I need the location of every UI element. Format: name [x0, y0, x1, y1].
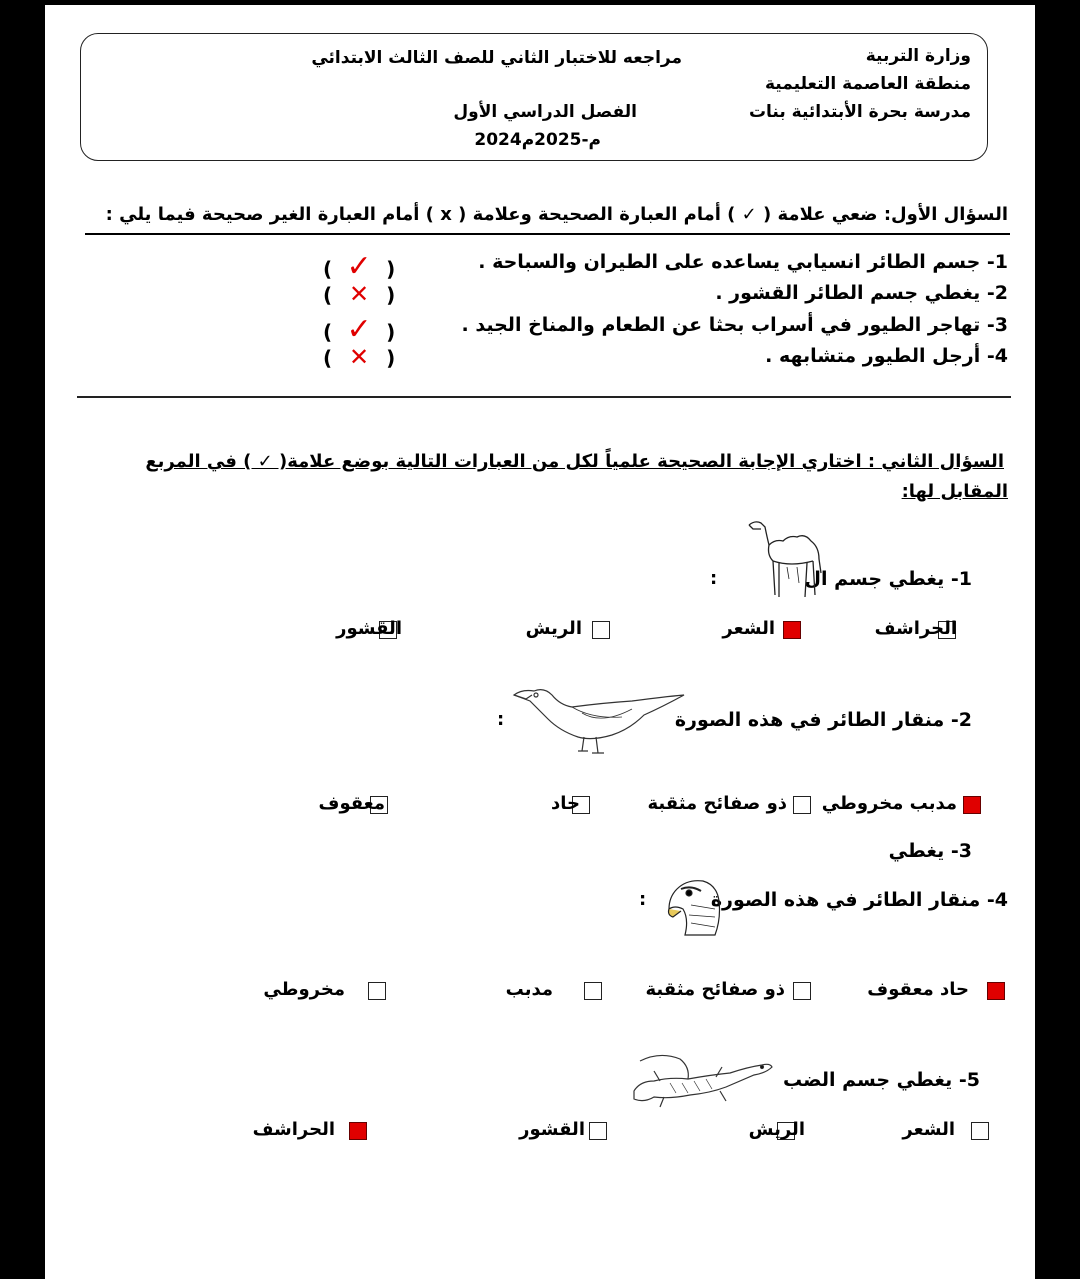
option-checkbox-checked[interactable] — [987, 982, 1005, 1000]
option-checkbox-checked[interactable] — [783, 621, 801, 639]
q1-answer-mark: ( ✓ ) — [323, 249, 396, 284]
option-label: حاد معقوف — [867, 979, 969, 1000]
q1-statement: 2- يغطي جسم الطائر القشور . — [715, 282, 1008, 304]
option-label: مدبب مخروطي — [821, 793, 957, 814]
option-label: مخروطي — [263, 979, 345, 1000]
q1-statement: 3- تهاجر الطيور في أسراب بحثا عن الطعام والمناخ الجيد . — [461, 314, 1008, 336]
option-checkbox[interactable] — [368, 982, 386, 1000]
camel-image — [747, 517, 827, 599]
school-name: مدرسة بحرة الأبتدائية بنات — [748, 102, 971, 122]
q1-statement: 1- جسم الطائر انسيابي يساعده على الطيران والسباحة . — [478, 251, 1008, 273]
header-box — [80, 33, 988, 161]
q1-statement: 4- أرجل الطيور متشابهه . — [765, 345, 1008, 367]
q2-title-line1: السؤال الثاني : اختاري الإجابة الصحيحة علمياً لكل من العبارات التالية بوضع علامة( ✓ ) في المربع — [145, 451, 1004, 472]
option-label: ذو صفائح مثقبة — [645, 979, 785, 1000]
option-label: حاد — [551, 793, 580, 814]
q2-question: 4- منقار الطائر في هذه الصورة — [710, 889, 1008, 911]
option-label: الحراشف — [252, 1119, 335, 1140]
q1-answer-mark: ( ✓ ) — [323, 312, 396, 347]
q2-title-line2: المقابل لها: — [901, 481, 1008, 502]
option-checkbox-checked[interactable] — [963, 796, 981, 814]
q2-question: 3- يغطي — [888, 840, 972, 862]
option-label: الشعر — [722, 618, 775, 639]
bird-image — [512, 679, 687, 761]
option-label: الريش — [525, 618, 582, 639]
q2-question: 1- يغطي جسم ال — [804, 568, 972, 590]
district-name: منطقة العاصمة التعليمية — [764, 74, 971, 94]
q2-question: 5- يغطي جسم الضب — [783, 1069, 980, 1091]
option-checkbox[interactable] — [793, 982, 811, 1000]
option-checkbox[interactable] — [589, 1122, 607, 1140]
semester-label: الفصل الدراسي الأول — [453, 102, 637, 122]
option-label: الشعر — [902, 1119, 955, 1140]
q1-title-underline — [85, 233, 1010, 235]
option-checkbox[interactable] — [971, 1122, 989, 1140]
ministry-name: وزارة التربية — [865, 46, 971, 66]
option-label: القشور — [336, 618, 402, 639]
option-label: الريش — [748, 1119, 805, 1140]
option-checkbox-checked[interactable] — [349, 1122, 367, 1140]
q1-answer-mark: ( ✕ ) — [323, 343, 396, 371]
q1-answer-mark: ( ✕ ) — [323, 280, 396, 308]
q1-title: السؤال الأول: ضعي علامة ( ✓ ) أمام العبارة الصحيحة وعلامة ( x ) أمام العبارة الغير صحيحة فيما يلي : — [105, 204, 1008, 225]
option-label: القشور — [519, 1119, 585, 1140]
x-mark-icon: ✕ — [349, 280, 370, 308]
q2-question-colon: : — [639, 889, 647, 910]
school-year: 2024م-2025م — [474, 130, 601, 150]
option-label: الحراشف — [874, 618, 957, 639]
option-label: معقوف — [318, 793, 385, 814]
option-label: ذو صفائح مثقبة — [647, 793, 787, 814]
worksheet-page — [45, 5, 1035, 1279]
section-divider — [77, 396, 1011, 398]
x-mark-icon: ✕ — [349, 343, 370, 371]
option-checkbox[interactable] — [793, 796, 811, 814]
option-checkbox[interactable] — [592, 621, 610, 639]
check-mark-icon: ✓ — [346, 312, 372, 347]
option-checkbox[interactable] — [584, 982, 602, 1000]
eagle-image — [665, 875, 723, 937]
q2-question-colon: : — [497, 709, 505, 730]
check-mark-icon: ✓ — [346, 249, 372, 284]
q2-question: 2- منقار الطائر في هذه الصورة — [674, 709, 972, 731]
option-label: مدبب — [505, 979, 553, 1000]
q2-question-colon: : — [710, 568, 718, 589]
worksheet-title: مراجعه للاختبار الثاني للصف الثالث الابتدائي — [311, 48, 682, 68]
lizard-image — [630, 1041, 775, 1113]
